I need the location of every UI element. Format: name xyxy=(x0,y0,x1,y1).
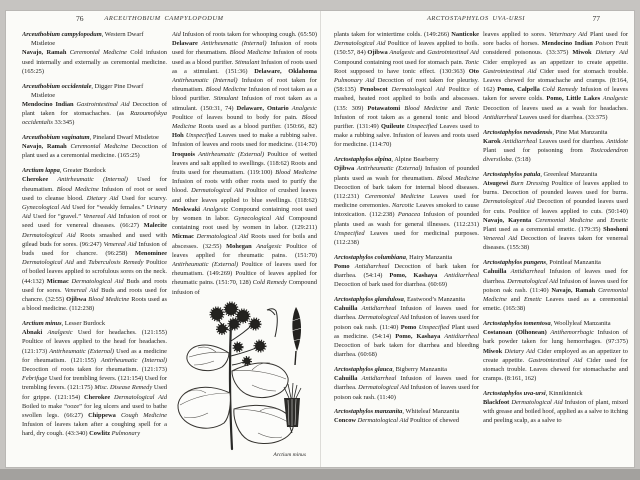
entry-text: Navajo, Ramah Ceremonial Medicine Decoction of plant used as a ceremonial medicine. (165:25) xyxy=(22,143,167,160)
illustration-caption: Arctium minus xyxy=(273,452,306,458)
left-page-column-2 xyxy=(172,30,317,308)
entry-heading: Arctostaphylos manzanita, Whiteleaf Manzanita xyxy=(334,408,460,416)
entry-heading: Arceuthobium campylopodum, Western Dwarf Mistletoe xyxy=(22,31,144,48)
entry-heading: Arctostaphylos glandulosa, Eastwood’s Manzanita xyxy=(334,295,466,303)
right-page-column-1 xyxy=(334,30,479,454)
left-page-column-1 xyxy=(22,30,167,454)
page-spread xyxy=(5,10,635,468)
page-number-right: 77 xyxy=(592,14,600,23)
plant-leaves xyxy=(178,345,293,444)
entry-text: Pomo Antidiarrheal Decoction of bark taken for diarrhea. (54:14) Pomo, Kashaya Antidiarrheal Decoction of bark used for diarrhea. (60:69) xyxy=(334,262,479,289)
entry-text: Atsugewi Burn Dressing Poultice of leaves applied to burns. Decoction of pounded leaves used for burns. Dermatological Aid Decoction of pounded leaves used for cuts. Poultice of leaves applied to cuts. (50:140) Navajo, Kayenta Ceremonial Medicine and Emetic Plant used as a ceremonial emetic. (179:35) Shoshoni Venereal Aid Decoction of leaves taken for venereal diseases. (155:38) xyxy=(483,180,628,252)
entry-text: Costanoan (Olhonean) Antihemorrhagic Infusion of bark powder taken for lung hemorrhages. (97:375) Miwok Dietary Aid Cider employed as an appetizer to create appetite. Gastrointestinal Aid Cider used for stomach trouble. Leaves chewed for stomachache and cramps. (8:161, 162) xyxy=(483,329,628,383)
entry-heading: Arctostaphylos alpina, Alpine Bearberry xyxy=(334,156,439,164)
entry-heading: Arctium lappa, Greater Burdock xyxy=(22,167,106,175)
entry-text: Ojibwa Antirheumatic (External) Infusion of pounded plants used as wash for rheumatism. Blood Medicine Decoction of bark taken for internal blood diseases. (112:231) Ceremonial Medicine Leaves used for medicine ceremonies. Narcotic Leaves smoked to cause intoxication. (112:238) Panacea Infusion of pounded plants used as wash for general illnesses. (112:231) Unspecified Leaves used for medicinal purposes. (112:238) xyxy=(334,165,479,246)
bud-detail xyxy=(291,307,302,365)
page-number-left: 76 xyxy=(76,14,84,23)
entry-heading: Arctostaphylos nevadensis, Pine Mat Manzanita xyxy=(483,128,608,136)
entry-heading: Arceuthobium occidentale, Digger Pine Dwarf Mistletoe xyxy=(22,82,144,99)
entry-text: Blackfoot Dermatological Aid Infusion of plant, mixed with grease and boiled hoof, applied as a salve to itching and peeling scalp, as a salve to xyxy=(483,399,628,425)
entry-heading: Arctium minus, Lesser Burdock xyxy=(22,319,106,327)
right-page xyxy=(318,11,634,467)
entry-text: Aid Infusion of roots taken for whooping cough. (65:50) Delaware Antirheumatic (Internal) Infusion of roots used for rheumatism. Blood Medicine Infusion of roots used as a blood purifier. Stimulant Infusion of roots used as a stimulant. (151:36) Delaware, Oklahoma Antirheumatic (Internal) Infusion of root taken for rheumatism. Blood Medicine Infusion of root taken as a blood purifier. Stimulant Infusion of root taken as a stimulant. (150:31, 74) Delaware, Ontario Analgesic Poultice of leaves bound to body for pain. Blood Medicine Roots used as a blood purifier. (150:66, 82) Hoh Unspecified Leaves used to make a rubbing salve. Infusion of leaves and roots used for medicine. (114:70) Iroquois Antirheumatic (External) Poultice of wetted leaves and salt applied to swellings. (118:62) Roots and fruits used for rheumatism. (119:100) Blood Medicine Infusion of roots with other roots used to purify the blood. Dermatological Aid Poultice of crushed leaves and other leaves applied to blue swellings. (118:62) Meskwaki Analgesic Compound containing root used by women in labor. Gynecological Aid Compound containing root used by women in labor. (129:211) Micmac Dermatological Aid Roots used for boils and abscesses. (32:55) Mohegan Analgesic Poultice of leaves applied for rheumatic pains. (151:70) Antirheumatic (External) Poultice of leaves used for rheumatism. (149:269) Poultice of leaves applied for rheumatic pains. (151:70, 128) Cold Remedy Compound infusion of xyxy=(172,31,317,296)
entry-text: Cahuilla Antidiarrheal Infusion of leaves used for diarrhea. Dermatological Aid Infusion of leaves used for poison oak rash. (11:40) Navajo, Ramah Ceremonial Medicine and Emetic Leaves used as a ceremonial emetic. (165:38) xyxy=(483,268,628,313)
scan-bottom-edge xyxy=(0,469,640,480)
entry-text: Abnaki Analgesic Used for headaches. (121:155) Poultice of leaves applied to the head for headaches. (121:173) Antirheumatic (External) Used as a medicine for rheumatism. (121:155) Antirheumatic (Internal) Decoction of roots taken for rheumatism. (121:173) Febrifuge Used for trembling fevers. (121:154) Used for trembling fevers. (121:175) Misc. Disease Remedy Used for grippe. (121:154) Cherokee Dermatological Aid Boiled to make “ooze” for leg ulcers and used to bathe swollen legs. (66:27) Chippewa Cough Medicine Infusion of leaves taken after a coughing spell for a hard, dry cough. (43:340) Cowlitz Pulmonary xyxy=(22,329,167,438)
running-head-right: ARCTOSTAPHYLOS UVA-URSI xyxy=(426,15,526,22)
entry-heading: Arctostaphylos tomentosa, Woollyleaf Manzanita xyxy=(483,319,611,327)
entry-text: Cherokee Antirheumatic (Internal) Used for rheumatism. Blood Medicine Infusion of root or seed used to cleanse blood. Dietary Aid Used for scurvy. Gynecological Aid Used for “weakly females.” Urinary Aid Used for “gravel.” Venereal Aid Infusion of root or seed used for venereal diseases. (66:27) Malecite Dermatological Aid Roots smashed and used with gilead buds for sores. (96:247) Venereal Aid Infusion of buds used for chancre. (96:258) Menominee Dermatological Aid and Tuberculosis Remedy Poultice of boiled leaves applied to scrofulous sores on the neck. (44:132) Micmac Dermatological Aid Buds and roots used for sores. Venereal Aid Buds and roots used for chancre. (32:55) Ojibwa Blood Medicine Roots used as a blood medicine. (112:238) xyxy=(22,176,167,313)
entry-heading: Arctostaphylos glauca, Bigberry Manzanita xyxy=(334,365,447,373)
right-page-column-2 xyxy=(483,30,628,454)
entry-heading: Arctostaphylos columbiana, Hairy Manzanita xyxy=(334,253,453,261)
bract-detail xyxy=(267,309,277,337)
arctium-minus-drawing xyxy=(172,301,320,451)
entry-text: Cahuilla Antidiarrheal Infusion of leaves used for diarrhea. Dermatological Aid Infusion of leaves used for poison oak rash. (11:40) xyxy=(334,375,479,401)
entry-text: plants taken for wintertime colds. (149:266) Nanticoke Dermatological Aid Poultice of leaves applied to boils. (150:57, 84) Ojibwa Analgesic and Gastrointestinal Aid Compound containing root used for stomach pain. Tonic Root supposed to have tonic effect. (130:363) Oto Pulmonary Aid Decoction of root taken for pleurisy. (58:135) Penobscot Dermatological Aid Poultice of mashed, heated root applied to boils and abscesses. (135: 309) Potawatomi Blood Medicine and Tonic Infusion of root taken as a general tonic and blood purifier. (131:49) Quileute Unspecified Leaves used to make a rubbing salve. Infusion of leaves and roots used for medicine. (114:70) xyxy=(334,31,479,149)
entry-text: Mendocino Indian Gastrointestinal Aid Decoction of plant taken for stomachaches. (as Razoumofskya occidentalis 33:345) xyxy=(22,100,167,127)
entry-text: Karok Antidiarrheal Leaves used for diarrhea. Antidote Plant used for poisoning from Toxicodendron diversiloba. (5:18) xyxy=(483,137,628,164)
running-head-left: ARCEUTHOBIUM CAMPYLOPODUM xyxy=(104,15,224,22)
entry-text: Navajo, Ramah Ceremonial Medicine Cold infusion used internally and externally as ceremonial medicine. (165:25) xyxy=(22,49,167,75)
plant-illustration xyxy=(172,301,320,469)
left-page xyxy=(6,11,322,467)
entry-heading: Arctostaphylos pungens, Pointleaf Manzanita xyxy=(483,259,601,267)
entry-text: Cahuilla Antidiarrheal Infusion of leaves used for diarrhea. Dermatological Aid Infusion of leaves used for poison oak rash. (11:40) Pomo Unspecified Plant used as medicine. (54:14) Pomo, Kashaya Antidiarrheal Decoction of bark taken for diarrhea and bleeding diarrhea. (60:68) xyxy=(334,305,479,359)
entry-heading: Arctostaphylos uva-ursi, Kinnikinnick xyxy=(483,389,583,397)
entry-text: Concow Dermatological Aid Poultice of chewed xyxy=(334,417,460,425)
entry-heading: Arceuthobium vaginatum, Pineland Dwarf Mistletoe xyxy=(22,134,159,142)
entry-heading: Arctostaphylos patula, Greenleaf Manzanita xyxy=(483,170,598,178)
entry-text: leaves applied to sores. Veterinary Aid Plant used for sore backs of horses. Mendocino Indian Poison Fruit considered poisonous. (33:375) Miwok Dietary Aid Cider employed as an appetizer to create appetite. Gastrointestinal Aid Cider used for stomach trouble. Leaves chewed for stomachache and cramps. (8:164, 162) Pomo, Calpella Cold Remedy Infusion of leaves taken for severe colds. Pomo, Little Lakes Analgesic Decoction of leaves used as a wash for headaches. Antidiarrheal Leaves used for diarrhea. (33:375) xyxy=(483,31,628,121)
